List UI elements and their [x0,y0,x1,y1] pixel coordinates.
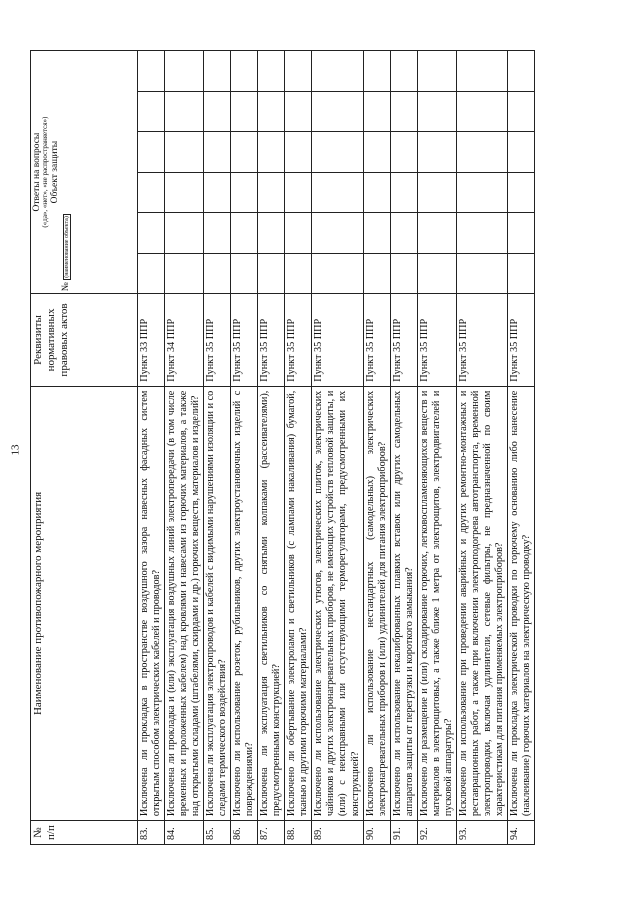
answer-cell[interactable] [363,132,390,173]
answer-cell[interactable] [312,51,363,92]
answer-cell[interactable] [204,213,231,254]
table-row [390,51,417,845]
answer-cell[interactable] [312,91,363,132]
measure-text: Исключена ли прокладка и (или) эксплуатация воздушных линий электропередачи (в том числе временных и проложенных кабелем) над кровлями и навесами из горючих материалов, а также над открытыми складами (штабелями, скирдами и др.) горючих веществ, материалов и изделий? [165,386,204,820]
table-row [417,51,456,845]
answer-cell[interactable] [363,213,390,254]
answer-cell[interactable] [417,172,456,213]
requisite-ref: Пункт 35 ППР [258,294,285,386]
table-row [204,51,231,845]
row-number: 84. [165,821,204,845]
header-name: Наименование противопожарного мероприятия [31,386,138,820]
answer-cell[interactable] [456,172,507,213]
answer-cell[interactable] [258,51,285,92]
row-number: 90. [363,821,390,845]
answer-cell[interactable] [390,172,417,213]
answer-cell[interactable] [258,132,285,173]
answer-cell[interactable] [312,132,363,173]
answer-cell[interactable] [417,213,456,254]
table-row [456,51,507,845]
answer-cell[interactable] [231,253,258,294]
answer-cell[interactable] [285,132,312,173]
row-number: 94. [507,821,534,845]
object-label: Объект защиты [50,140,61,204]
row-number: 87. [258,821,285,845]
answers-title: Ответы на вопросы [32,132,42,212]
row-number: 91. [390,821,417,845]
answer-cell[interactable] [417,51,456,92]
requisite-ref: Пункт 34 ППР [165,294,204,386]
answer-cell[interactable] [417,91,456,132]
answer-cell[interactable] [390,51,417,92]
answer-cell[interactable] [258,91,285,132]
table-row [258,51,285,845]
answer-cell[interactable] [138,91,165,132]
answer-cell[interactable] [138,172,165,213]
answer-cell[interactable] [165,253,204,294]
answer-cell[interactable] [507,213,534,254]
measure-text: Исключено ли использование некалиброванных плавких вставок или других самодельных аппаратов защиты от перегрузки и короткого замыкания? [390,386,417,820]
answer-cell[interactable] [165,132,204,173]
answer-cell[interactable] [390,91,417,132]
requisite-ref: Пункт 35 ППР [390,294,417,386]
answer-cell[interactable] [204,91,231,132]
measure-text: Исключена ли прокладка в пространстве воздушного зазора навесных фасадных систем открытым способом электрических кабелей и проводов? [138,386,165,820]
measure-text: Исключено ли использование розеток, рубильников, других электроустановочных изделий с повреждениями? [231,386,258,820]
requisite-ref: Пункт 35 ППР [312,294,363,386]
row-number: 83. [138,821,165,845]
requisite-ref: Пункт 35 ППР [507,294,534,386]
header-num: № п/п [31,821,138,845]
requisite-ref: Пункт 35 ППР [363,294,390,386]
answer-cell[interactable] [312,172,363,213]
row-number: 92. [417,821,456,845]
answer-cell[interactable] [231,132,258,173]
answer-cell[interactable] [285,213,312,254]
requisite-ref: Пункт 35 ППР [285,294,312,386]
answer-cell[interactable] [258,172,285,213]
answer-cell[interactable] [363,51,390,92]
answer-cell[interactable] [285,253,312,294]
answer-cell[interactable] [390,213,417,254]
table-row [231,51,258,845]
object-name-placeholder: (наименование объекта) [63,216,70,278]
measure-text: Исключено ли использование при проведении аварийных и других ремонтно-монтажных и реставрационных работ, а также при включении электроподогрева автотранспорта, временной электропроводки, включая удлинители, сетевые фильтры, не предназначенной по своим характеристикам для питания применяемых электроприборов? [456,386,507,820]
answer-cell[interactable] [165,213,204,254]
answer-cell[interactable] [231,172,258,213]
row-number: 86. [231,821,258,845]
table-header [31,51,138,845]
measure-text: Исключено ли использование электрических утюгов, электрических плиток, электрических чайников и других электронагревательных приборов, не имеющих устройств тепловой защиты, и (или) с неисправными или отсутствующими терморегуляторами, предусмотренными их конструкцией? [312,386,363,820]
answer-cell[interactable] [456,132,507,173]
answer-cell[interactable] [258,213,285,254]
answer-cell[interactable] [507,132,534,173]
table-row [312,51,363,845]
measure-text: Исключена ли прокладка электрической проводки по горючему основанию либо нанесение (наклеивание) горючих материалов на электрическую проводку? [507,386,534,820]
answer-cell[interactable] [507,51,534,92]
table-row [138,51,165,845]
checklist-table [30,50,535,845]
measure-text: Исключена ли эксплуатация светильников со снятыми колпаками (рассеивателями), предусмотренными конструкцией? [258,386,285,820]
answer-cell[interactable] [417,132,456,173]
measure-text: Исключено ли использование нестандартных (самодельных) электрических электронагревательных приборов и (или) удлинителей для питания электроприборов? [363,386,390,820]
table-row [285,51,312,845]
answer-cell[interactable] [390,132,417,173]
object-number-label: № [60,282,71,292]
answer-cell[interactable] [165,91,204,132]
header-answers [31,51,138,294]
row-number: 85. [204,821,231,845]
answer-cell[interactable] [363,253,390,294]
answer-cell[interactable] [456,213,507,254]
answer-cell[interactable] [456,91,507,132]
requisite-ref: Пункт 33 ППР [138,294,165,386]
table-row [507,51,534,845]
row-number: 89. [312,821,363,845]
answer-cell[interactable] [204,172,231,213]
table-row [363,51,390,845]
answer-cell[interactable] [165,172,204,213]
answer-cell[interactable] [507,91,534,132]
answer-cell[interactable] [285,91,312,132]
requisite-ref: Пункт 35 ППР [456,294,507,386]
row-number: 88. [285,821,312,845]
answer-cell[interactable] [204,51,231,92]
answer-cell[interactable] [138,213,165,254]
answer-cell[interactable] [165,51,204,92]
requisite-ref: Пункт 35 ППР [417,294,456,386]
answer-cell[interactable] [456,51,507,92]
answer-cell[interactable] [507,172,534,213]
answer-cell[interactable] [363,172,390,213]
answer-cell[interactable] [417,253,456,294]
measure-text: Исключена ли эксплуатация электропроводов и кабелей с видимыми нарушениями изоляции и со следами термического воздействия? [204,386,231,820]
answer-cell[interactable] [258,253,285,294]
answer-cell[interactable] [231,51,258,92]
answer-cell[interactable] [312,213,363,254]
table-row [165,51,204,845]
answer-cell[interactable] [285,51,312,92]
answer-cell[interactable] [390,253,417,294]
answer-cell[interactable] [285,172,312,213]
answer-cell[interactable] [312,253,363,294]
answer-cell[interactable] [138,132,165,173]
answer-cell[interactable] [138,51,165,92]
measure-text: Исключено ли обертывание электроламп и светильников (с лампами накаливания) бумагой, тканью и другими горючими материалами? [285,386,312,820]
row-number: 93. [456,821,507,845]
answer-cell[interactable] [204,132,231,173]
answer-cell[interactable] [138,253,165,294]
requisite-ref: Пункт 35 ППР [231,294,258,386]
answers-note: («да», «нет», «не распространяется») [41,116,50,228]
answer-cell[interactable] [204,253,231,294]
page-number: 13 [9,444,22,456]
fire-safety-checklist-sheet [30,50,627,845]
answer-cell[interactable] [231,213,258,254]
answer-cell[interactable] [363,91,390,132]
answer-cell[interactable] [231,91,258,132]
requisite-ref: Пункт 35 ППР [204,294,231,386]
header-requisites: Реквизиты нормативных правовых актов [31,294,138,386]
measure-text: Исключено ли размещение и (или) складирование горючих, легковоспламеняющихся веществ и материалов в электрощитовых, а также ближе 1 метра от электрощитов, электродвигателей и пусковой аппаратуры? [417,386,456,820]
answer-cell[interactable] [456,253,507,294]
answer-cell[interactable] [507,253,534,294]
